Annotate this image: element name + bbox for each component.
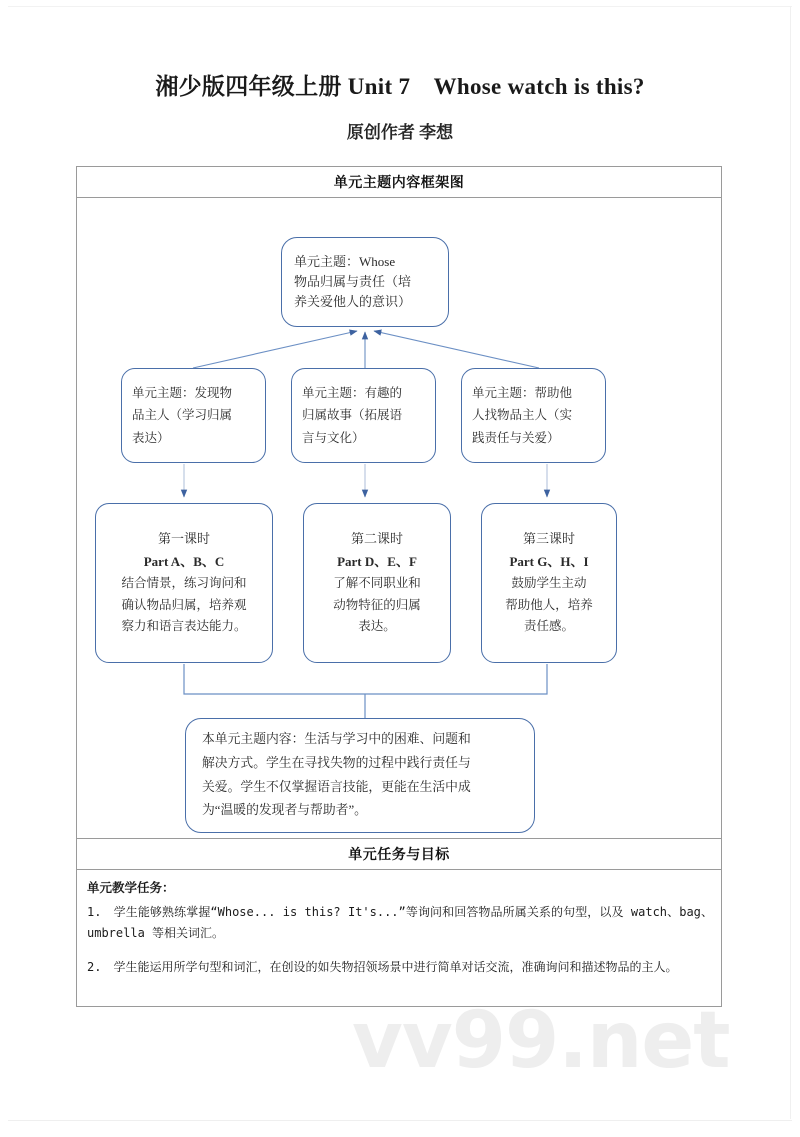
- node-line: 本单元主题内容：生活与学习中的困难、问题和: [202, 732, 471, 747]
- diagram-node-summary: [185, 718, 535, 833]
- node-line: 归属故事（拓展语: [302, 408, 403, 423]
- node-line: 单元主题：有趣的: [302, 385, 403, 400]
- tasks-section-heading: 单元任务与目标: [77, 838, 721, 870]
- node-line: 表达）: [132, 430, 170, 445]
- page-edge-right: [790, 6, 791, 1119]
- lesson-header: 第一课时: [157, 531, 210, 547]
- node-line: 责任感。: [523, 619, 574, 634]
- node-line: 动物特征的归属: [333, 597, 421, 612]
- connector-theme3-to-top: [374, 331, 539, 368]
- node-line: 结合情景，练习询问和: [121, 576, 247, 591]
- document-subtitle: 原创作者 李想: [346, 123, 454, 142]
- node-line: 单元主题：发现物: [132, 385, 233, 400]
- node-line: 确认物品归属，培养观: [121, 597, 247, 612]
- node-line: 解决方式。学生在寻找失物的过程中践行责任与: [202, 755, 471, 770]
- connector-theme1-to-top: [193, 331, 357, 368]
- site-watermark: vv99.net: [352, 996, 730, 1086]
- node-line: 养关爱他人的意识）: [294, 294, 412, 310]
- lesson-parts: Part G、H、I: [509, 553, 589, 569]
- lesson-parts: Part A、B、C: [143, 553, 225, 569]
- diagram-node-lesson-3: [481, 503, 617, 663]
- node-line: 品主人（学习归属: [132, 408, 233, 423]
- lesson-parts: Part D、E、F: [337, 553, 417, 569]
- diagram-node-theme-2: [291, 368, 436, 463]
- page-edge-top: [8, 6, 792, 7]
- node-line: 言与文化）: [302, 430, 365, 445]
- node-line: 单元主题：Whose: [294, 253, 396, 269]
- diagram-node-theme-1: [121, 368, 266, 463]
- page-edge-bottom: [8, 1120, 792, 1121]
- task-item: 1. 学生能够熟练掌握“Whose... is this? It's...”等询问和回答物品所属关系的句型，以及 watch、bag、umbrella 等相关词汇。: [87, 905, 713, 940]
- unit-theme-framework-diagram: [77, 198, 721, 838]
- task-item: 2. 学生能运用所学句型和词汇，在创设的如失物招领场景中进行简单对话交流，准确询问和描述物品的主人。: [87, 960, 678, 975]
- lesson-header: 第二课时: [350, 531, 403, 547]
- diagram-node-theme-3: [461, 368, 606, 463]
- node-line: 了解不同职业和: [333, 576, 421, 591]
- node-line: 单元主题：帮助他: [472, 385, 573, 400]
- node-line: 践责任与关爱）: [472, 430, 560, 445]
- node-line: 为“温暖的发现者与帮助者”。: [202, 803, 367, 818]
- node-line: 鼓励学生主动: [511, 576, 587, 591]
- node-line: 察力和语言表达能力。: [121, 619, 247, 634]
- node-line: 关爱。学生不仅掌握语言技能，更能在生活中成: [202, 779, 471, 794]
- diagram-node-unit-theme: [281, 237, 449, 327]
- node-line: 表达。: [358, 619, 396, 634]
- framework-table: [76, 166, 722, 1007]
- tasks-label: 单元教学任务：: [87, 880, 175, 895]
- node-line: 帮助他人，培养: [505, 597, 593, 612]
- diagram-node-lesson-2: [303, 503, 451, 663]
- document-title: 湘少版四年级上册 Unit 7 Whose watch is this?: [155, 74, 645, 99]
- connector-lessons-to-summary: [184, 664, 547, 718]
- tasks-body: [77, 870, 721, 1006]
- lesson-header: 第三课时: [522, 531, 575, 547]
- framework-section-heading: 单元主题内容框架图: [77, 167, 721, 198]
- node-line: 人找物品主人（实: [472, 408, 573, 423]
- node-line: 物品归属与责任（培: [294, 273, 412, 289]
- diagram-node-lesson-1: [95, 503, 273, 663]
